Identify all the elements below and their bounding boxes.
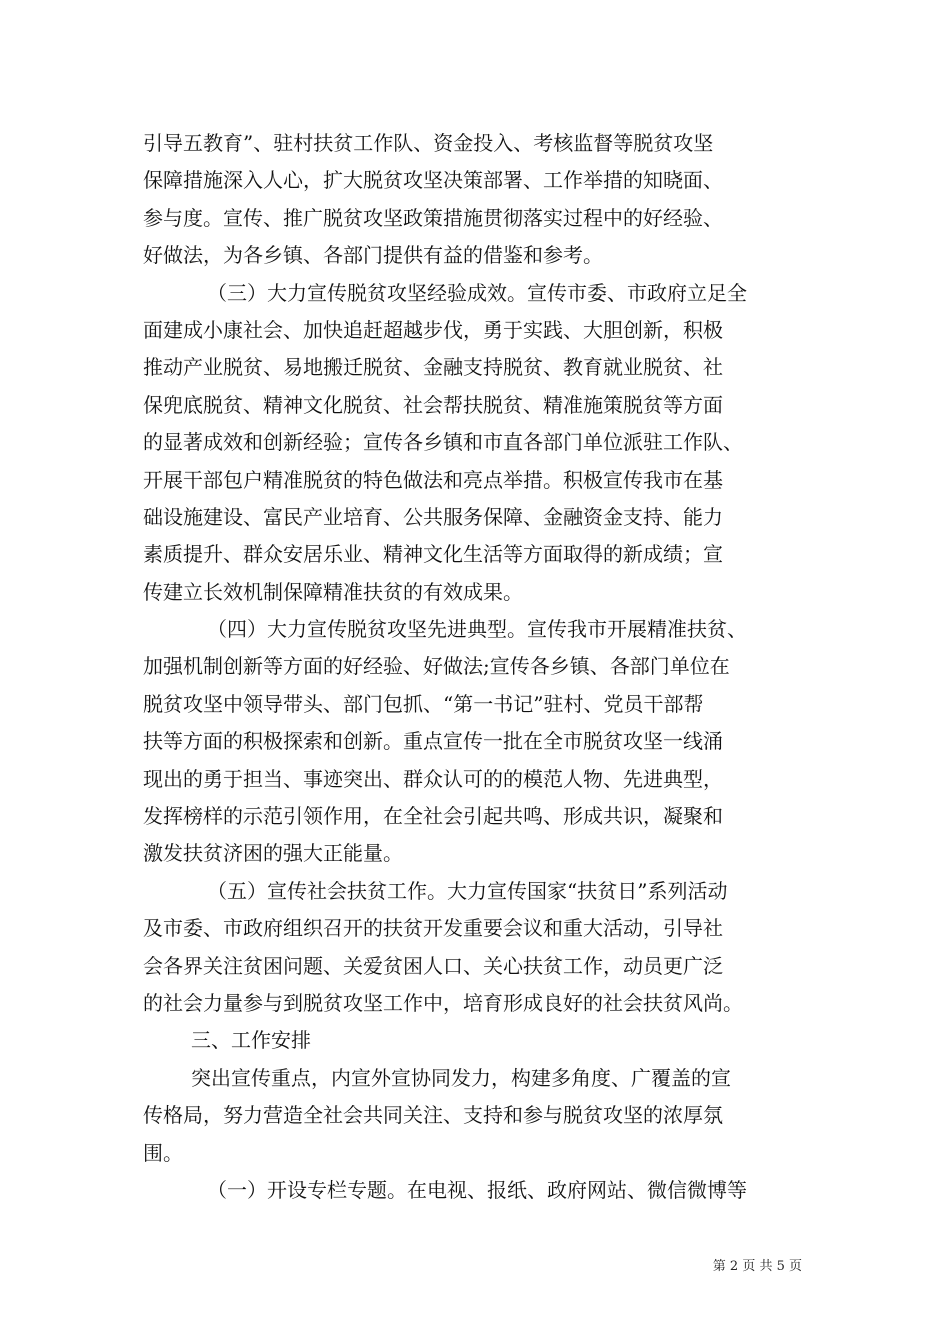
subsection-one-heading-line: （一）开设专栏专题。在电视、报纸、政府网站、微信微博等 (207, 1177, 747, 1202)
text-line: 的社会力量参与到脱贫攻坚工作中，培育形成良好的社会扶贫风尚。 (143, 990, 743, 1015)
text-line: 础设施建设、富民产业培育、公共服务保障、金融资金支持、能力 (143, 504, 723, 529)
text-line: 的显著成效和创新经验；宣传各乡镇和市直各部门单位派驻工作队、 (143, 430, 743, 455)
text-line: 参与度。宣传、推广脱贫攻坚政策措施贯彻落实过程中的好经验、 (143, 205, 723, 230)
text-line: 脱贫攻坚中领导带头、部门包抓、“第一书记”驻村、党员干部帮 (143, 691, 704, 716)
text-line: 传格局，努力营造全社会共同关注、支持和参与脱贫攻坚的浓厚氛 (143, 1103, 723, 1128)
text-line: 素质提升、群众安居乐业、精神文化生活等方面取得的新成绩；宣 (143, 542, 723, 567)
section-five-heading-line: （五）宣传社会扶贫工作。大力宣传国家“扶贫日”系列活动 (207, 878, 728, 903)
text-line: 激发扶贫济困的强大正能量。 (143, 841, 403, 866)
text-line: 保兜底脱贫、精神文化脱贫、社会帮扶脱贫、精准施策脱贫等方面 (143, 392, 723, 417)
page-number-footer: 第 2 页 共 5 页 (712, 1259, 802, 1274)
text-line: 会各界关注贫困问题、关爱贫困人口、关心扶贫工作，动员更广泛 (143, 953, 723, 978)
work-arrangement-heading: 三、工作安排 (191, 1028, 311, 1053)
text-line: 及市委、市政府组织召开的扶贫开发重要会议和重大活动，引导社 (143, 916, 723, 941)
text-line: 开展干部包户精准脱贫的特色做法和亮点举措。积极宣传我市在基 (143, 467, 723, 492)
text-line: 扶等方面的积极探索和创新。重点宣传一批在全市脱贫攻坚一线涌 (143, 729, 723, 754)
section-four-heading-line: （四）大力宣传脱贫攻坚先进典型。宣传我市开展精准扶贫、 (207, 617, 747, 642)
text-line: 保障措施深入人心，扩大脱贫攻坚决策部署、工作举措的知晓面、 (143, 168, 723, 193)
section-three-heading-line: （三）大力宣传脱贫攻坚经验成效。宣传市委、市政府立足全 (207, 280, 747, 305)
text-line: 引导五教育”、驻村扶贫工作队、资金投入、考核监督等脱贫攻坚 (143, 131, 714, 155)
text-line: 推动产业脱贫、易地搬迁脱贫、金融支持脱贫、教育就业脱贫、社 (143, 355, 723, 380)
text-line: 发挥榜样的示范引领作用，在全社会引起共鸣、形成共识，凝聚和 (143, 804, 723, 829)
text-line: 现出的勇于担当、事迹突出、群众认可的的模范人物、先进典型， (143, 766, 723, 791)
text-line: 围。 (143, 1140, 183, 1165)
text-line: 突出宣传重点，内宣外宣协同发力，构建多角度、广覆盖的宣 (191, 1065, 731, 1090)
text-line: 好做法，为各乡镇、各部门提供有益的借鉴和参考。 (143, 243, 603, 268)
document-body (143, 125, 808, 1209)
text-line: 加强机制创新等方面的好经验、好做法;宣传各乡镇、各部门单位在 (143, 654, 730, 679)
text-line: 面建成小康社会、加快追赶超越步伐，勇于实践、大胆创新，积极 (143, 317, 723, 342)
text-line: 传建立长效机制保障精准扶贫的有效成果。 (143, 579, 523, 604)
